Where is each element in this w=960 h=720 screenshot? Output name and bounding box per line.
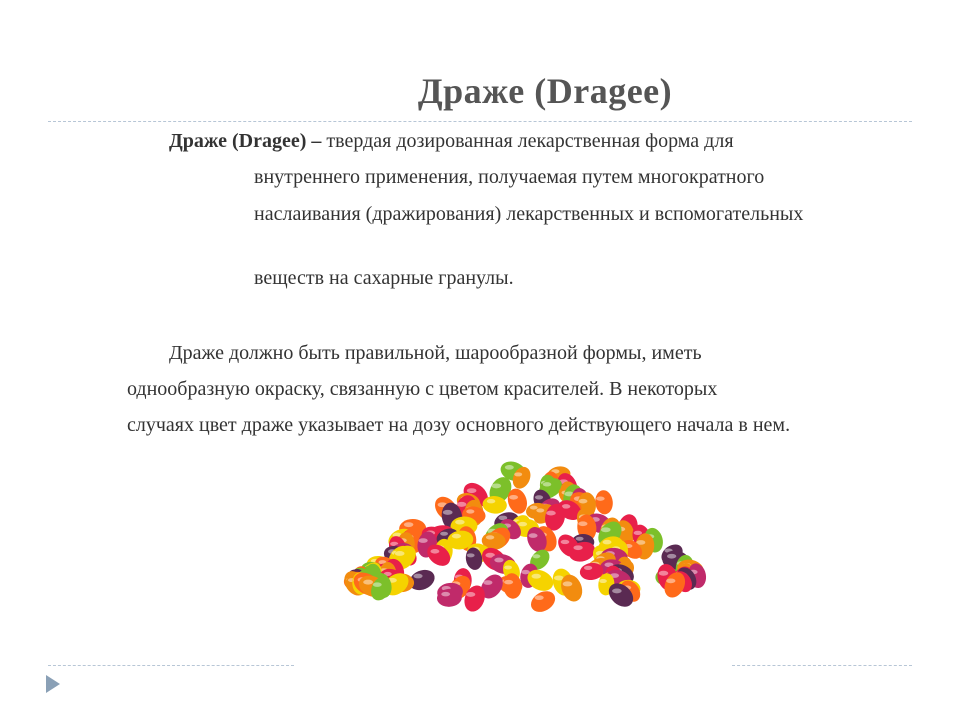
definition-line-1-text: твердая дозированная лекарственная форма для bbox=[321, 130, 734, 152]
definition-line-1 bbox=[169, 130, 734, 153]
dragee-candy bbox=[527, 587, 559, 616]
definition-line-3: наслаивания (дражирования) лекарственных и вспомогательных bbox=[254, 203, 804, 225]
bottom-divider-right bbox=[732, 665, 912, 666]
description-line-2: однообразную окраску, связанную с цветом красителей. В некоторых bbox=[127, 378, 718, 400]
dragee-image bbox=[335, 448, 735, 678]
definition-line-2: внутреннего применения, получаемая путем многократного bbox=[254, 166, 765, 188]
dragee-candy bbox=[594, 489, 614, 515]
description-line-3: случаях цвет драже указывает на дозу основного действующего начала в нем. bbox=[127, 414, 791, 436]
definition-term: Драже (Dragee) – bbox=[169, 130, 322, 152]
title-divider bbox=[48, 121, 912, 122]
slide-title: Драже (Dragee) bbox=[417, 71, 673, 111]
bottom-divider-left bbox=[48, 665, 294, 666]
definition-line-4: веществ на сахарные гранулы. bbox=[254, 267, 514, 289]
description-line-1: Драже должно быть правильной, шарообразной формы, иметь bbox=[169, 342, 702, 364]
slide-bullet-arrow-icon bbox=[46, 675, 60, 693]
